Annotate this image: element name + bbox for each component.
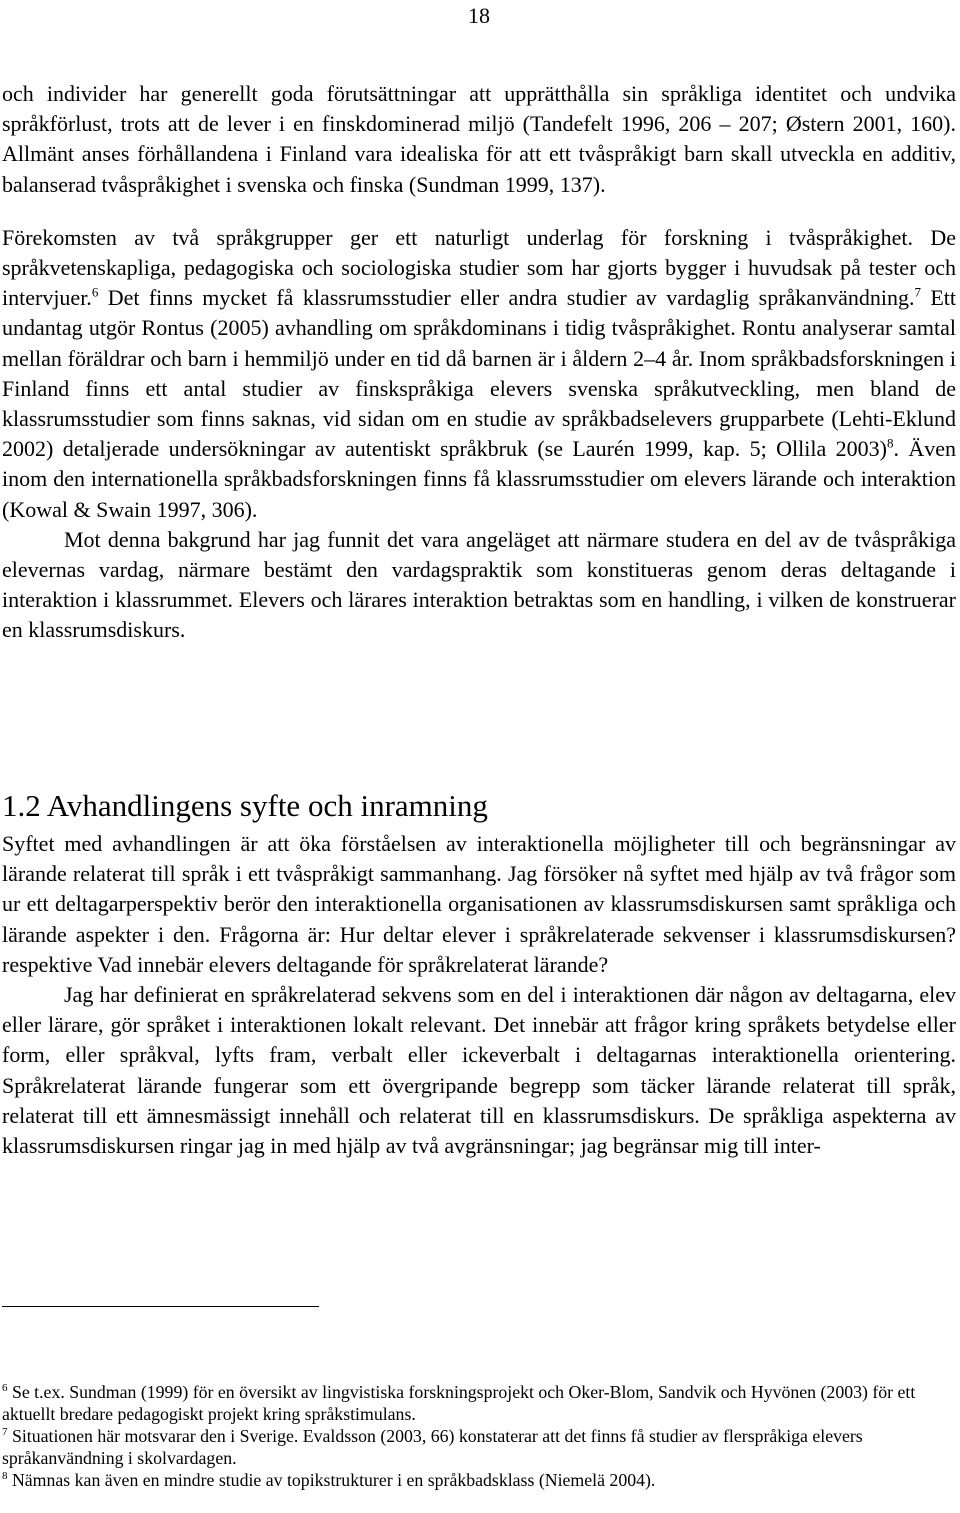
footnote-7-marker: 7 <box>2 1426 8 1439</box>
section-intro-text <box>2 79 956 646</box>
paragraph-2-part-c: Ett undantag utgör Rontus (2005) avhandling om språkdominans i tidig tvåspråkighet. Rontu analyserar samtal mellan föräldrar och barn i hemmiljö under en tid då barnen är i åldern 2–4 år. Inom språkbadsforskningen i Finland finns ett antal studier av finskspråkiga elevers svenska språkutveckling, men bland de klassrumsstudier som finns saknas, vid sidan om en studie av språkbadselevers grupparbete (Lehti-Eklund 2002) detaljerade undersökningar av autentiskt språkbruk (se Laurén 1999, kap. 5; Ollila 2003) <box>2 285 956 462</box>
section-heading: 1.2 Avhandlingens syfte och inramning <box>2 788 488 823</box>
footnote-7-text: Situationen här motsvarar den i Sverige. Evaldsson (2003, 66) konstaterar att det finns få studier av flerspråkiga elevers språkanvändning i skolvardagen. <box>2 1426 863 1468</box>
footnote-separator <box>2 1306 319 1307</box>
footnote-6-text: Se t.ex. Sundman (1999) för en översikt av lingvistiska forskningsprojekt och Oker-Blom, Sandvik och Hyvönen (2003) för ett aktuellt bredare pedagogiskt projekt kring språkstimulans. <box>2 1382 916 1424</box>
paragraph-3: Mot denna bakgrund har jag funnit det vara angeläget att närmare studera en del av de tvåspråkiga elevernas vardag, närmare bestämt den vardagspraktik som konstitueras genom deras deltagande i interaktion i klassrummet. Elevers och lärares interaktion betraktas som en handling, i vilken de konstruerar en klassrumsdiskurs. <box>2 526 956 643</box>
footnote-8-marker: 8 <box>2 1470 8 1483</box>
footnote-ref-6: 6 <box>91 284 99 300</box>
paragraph-1: och individer har generellt goda förutsättningar att upprätthålla sin språkliga identitet och undvika språkförlust, trots att de lever i en finskdominerad miljö (Tandefelt 1996, 206 – 207; Østern 2001, 160). Allmänt anses förhållandena i Finland vara idealiska för att ett tvåspråkigt barn skall utveckla en additiv, balanserad tvåspråkighet i svenska och finska (Sundman 1999, 137). <box>2 81 956 197</box>
paragraph-2 <box>2 223 956 525</box>
footnote-6 <box>2 1381 956 1425</box>
footnote-ref-8: 8 <box>886 435 894 451</box>
footnote-6-marker: 6 <box>2 1382 8 1395</box>
paragraph-2-part-d: . Även inom den internationella språkbadsforskningen finns få klassrumsstudier om elevers lärande och interaktion (Kowal & Swain 1997, 306). <box>2 436 957 522</box>
footnote-ref-7: 7 <box>914 284 921 300</box>
purpose-paragraph-1: Syftet med avhandlingen är att öka förståelsen av interaktionella möjligheter till och begränsningar av lärande relaterat till språk i ett tvåspråkigt sammanhang. Jag försöker nå syftet med hjälp av två frågor som ur ett deltagarperspektiv berör den interaktionella organisationen av klassrumsdiskursen samt språkliga och lärande aspekter i den. Frågorna är: Hur deltar elever i språkrelaterade sekvenser i klassrumsdiskursen? respektive Vad innebär elevers deltagande för språkrelaterat lärande? <box>2 831 956 977</box>
footnote-8-text: Nämnas kan även en mindre studie av topikstrukturer i en språkbadsklass (Niemelä 2004). <box>7 1470 656 1490</box>
page-number: 18 <box>468 3 490 28</box>
footnotes <box>2 1381 956 1491</box>
section-purpose-text <box>2 829 956 1161</box>
footnote-8 <box>2 1469 956 1491</box>
purpose-paragraph-2: Jag har definierat en språkrelaterad sekvens som en del i interaktionen där någon av deltagarna, elev eller lärare, gör språket i interaktionen lokalt relevant. Det innebär att frågor kring språkets betydelse eller form, eller språkval, lyfts fram, verbalt eller ickeverbalt i deltagarnas interaktionella orientering. Språkrelaterat lärande fungerar som ett övergripande begrepp som täcker lärande relaterat till språk, relaterat till ett ämnesmässigt innehåll och relaterat till en klassrumsdiskurs. De språkliga aspekterna av klassrumsdiskursen ringar jag in med hjälp av två avgränsningar; jag begränsar mig till inter- <box>2 982 956 1159</box>
paragraph-2-part-b: Det finns mycket få klassrumsstudier eller andra studier av vardaglig språkanvändning. <box>98 285 915 311</box>
paragraph-2-part-a: Förekomsten av två språkgrupper ger ett naturligt underlag för forskning i tvåspråkighet. De språkvetenskapliga, pedagogiska och sociologiska studier som har gjorts bygger i huvudsak på tester och intervjuer. <box>2 224 956 311</box>
footnote-7 <box>2 1425 956 1469</box>
